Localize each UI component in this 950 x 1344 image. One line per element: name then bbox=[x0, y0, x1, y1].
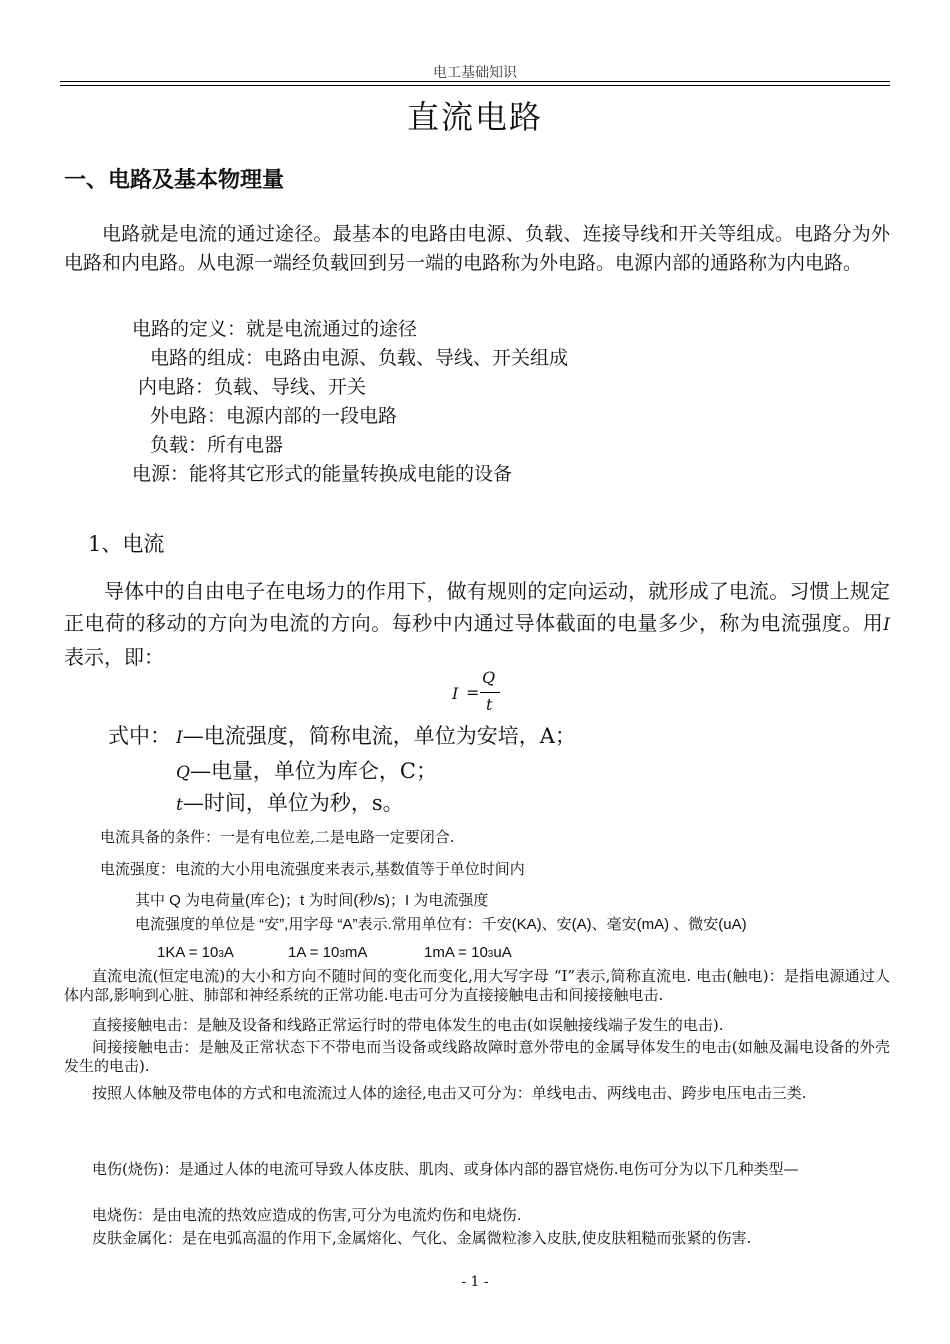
running-header: 电工基础知识 bbox=[433, 65, 517, 81]
intro-paragraph: 电路就是电流的通过途径。最基本的电路由电源、负载、连接导线和开关等组成。电路分为外电路和内电路。从电源一端经负载回到另一端的电路称为外电路。电源内部的通路称为内电路。 bbox=[64, 223, 890, 274]
current-symbol: I bbox=[883, 615, 890, 635]
formula-denominator: t bbox=[486, 695, 493, 714]
header-rule-thin bbox=[60, 85, 890, 86]
where-text: —时间，单位为秒，s。 bbox=[182, 791, 404, 815]
current-intro-tail: 表示，即： bbox=[64, 645, 164, 669]
electric-burn-paragraph: 电烧伤：是由电流的热效应造成的伤害,可分为电流灼伤和电烧伤. bbox=[92, 1206, 522, 1224]
unit-line: 电流强度的单位是 “安”,用字母 “A”表示.常用单位有：千安(KA)、安(A)、毫安(mA) 、微安(uA) bbox=[135, 916, 747, 933]
where-text: —电流强度，简称电流，单位为安培，A； bbox=[182, 724, 576, 748]
current-paragraph bbox=[64, 575, 890, 673]
section-heading: 一、电路及基本物理量 bbox=[64, 168, 285, 193]
skin-metallization-paragraph: 皮肤金属化：是在电弧高温的作用下,金属熔化、气化、金属微粒渗入皮肤,使皮肤粗糙而张紧的伤害. bbox=[92, 1229, 752, 1247]
unit-conversion: 1KA = 103A bbox=[157, 944, 234, 961]
where-symbol: I bbox=[176, 728, 183, 748]
page-number: - 1 - bbox=[461, 1274, 489, 1290]
where-label: 式中： bbox=[108, 724, 171, 748]
direct-shock-paragraph: 直接接触电击：是触及设备和线路正常运行时的带电体发生的电击(如误触接线端子发生的电击). bbox=[92, 1016, 724, 1034]
unit-conversion: 1mA = 103uA bbox=[424, 944, 512, 961]
definition-item: 内电路：负载、导线、开关 bbox=[138, 376, 367, 398]
where-item bbox=[176, 720, 576, 750]
definition-item: 电路的组成：电路由电源、负载、导线、开关组成 bbox=[150, 347, 569, 369]
header-rule bbox=[60, 81, 890, 82]
unit-conversion: 1A = 103mA bbox=[288, 944, 368, 961]
definition-item: 外电路：电源内部的一段电路 bbox=[150, 405, 398, 427]
where-item bbox=[176, 755, 437, 785]
subsection-heading: 1、电流 bbox=[88, 532, 165, 556]
where-symbol: t bbox=[176, 795, 183, 815]
current-formula bbox=[452, 668, 512, 716]
where-symbol: Q bbox=[176, 763, 190, 783]
page-title: 直流电路 bbox=[406, 98, 543, 136]
formula-equals: = bbox=[466, 683, 480, 702]
variable-legend: 其中 Q 为电荷量(库仑)；t 为时间(秒/s)；I 为电流强度 bbox=[135, 892, 489, 909]
current-intro-text: 导体中的自由电子在电场力的作用下，做有规则的定向运动，就形成了电流。习惯上规定正电荷的移动的方向为电流的方向。每秒中内通过导体截面的电量多少，称为电流强度。用 bbox=[64, 579, 890, 635]
where-item bbox=[176, 787, 404, 817]
dc-paragraph: 直流电流(恒定电流)的大小和方向不随时间的变化而变化,用大写字母 “I”表示,简称直流电. 电击(触电)：是指电源通过人体内部,影响到心脏、肺部和神经系统的正常功能.电击可分为直接接触电击和间接接触电击. bbox=[64, 967, 890, 1004]
formula-numerator: Q bbox=[482, 668, 496, 687]
definition-item: 负载：所有电器 bbox=[150, 434, 284, 456]
indirect-shock-paragraph: 间接接触电击：是触及正常状态下不带电而当设备或线路故障时意外带电的金属导体发生的电击(如触及漏电设备的外壳发生的电击). bbox=[64, 1038, 890, 1075]
burn-paragraph: 电伤(烧伤)：是通过人体的电流可导致人体皮肤、肌肉、或身体内部的器官烧伤.电伤可分为以下几种类型— bbox=[92, 1160, 799, 1178]
definition-item: 电路的定义：就是电流通过的途径 bbox=[132, 318, 418, 340]
current-strength: 电流强度：电流的大小用电流强度来表示,基数值等于单位时间内 bbox=[100, 860, 525, 878]
current-condition: 电流具备的条件：一是有电位差,二是电路一定要闭合. bbox=[100, 828, 455, 846]
definition-item: 电源：能将其它形式的能量转换成电能的设备 bbox=[132, 463, 513, 485]
fraction-bar bbox=[480, 692, 500, 693]
shock-types-paragraph: 按照人体触及带电体的方式和电流流过人体的途径,电击又可分为：单线电击、两线电击、跨步电压电击三类. bbox=[92, 1084, 807, 1102]
formula-lhs: I bbox=[452, 684, 459, 703]
where-text: —电量，单位为库仑，C； bbox=[189, 759, 438, 783]
